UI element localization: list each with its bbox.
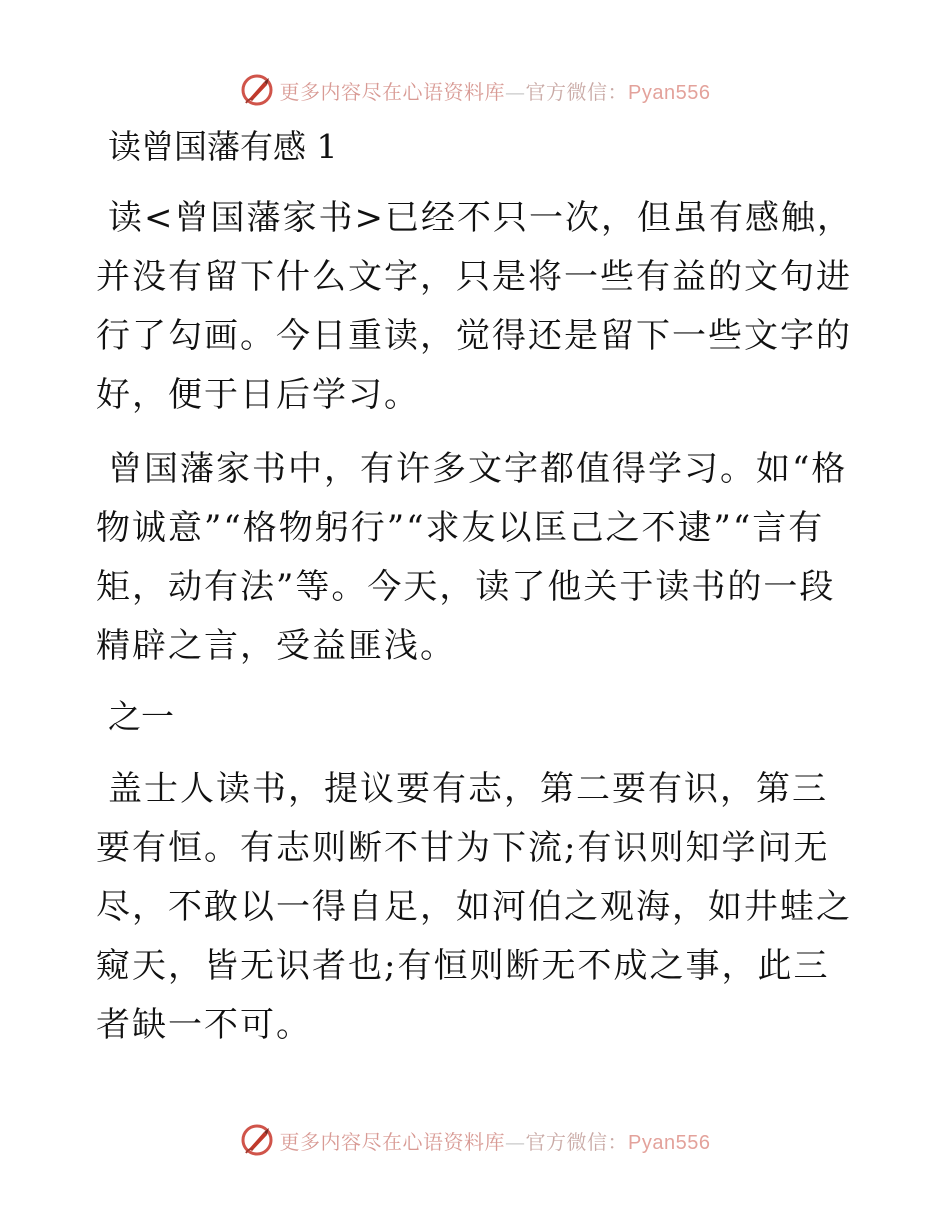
paragraph-intro: 读<曾国藩家书>已经不只一次，但虽有感触，并没有留下什么文字，只是将一些有益的文句进行了勾画。今日重读，觉得还是留下一些文字的好，便于日后学习。 (96, 198, 853, 415)
header-watermark-banner (0, 70, 950, 110)
document-title: 读曾国藩有感 1 (108, 127, 338, 166)
quill-pen-logo-icon (240, 73, 274, 107)
watermark-wechat-label: 官方微信： (525, 79, 629, 104)
quill-pen-logo-icon (240, 1123, 274, 1157)
footer-watermark-banner (0, 1120, 950, 1160)
watermark-wechat-id: Pyan556 (628, 81, 711, 104)
watermark-wechat-id: Pyan556 (628, 1131, 711, 1154)
section-heading: 之一 (108, 697, 174, 736)
watermark-site-name: 更多内容尽在心语资料库 (279, 1129, 506, 1154)
watermark-text (280, 1126, 711, 1155)
watermark-separator: — (505, 79, 526, 104)
watermark-separator: — (505, 1129, 526, 1154)
watermark-text (280, 76, 711, 105)
paragraph-section-one: 盖士人读书，提议要有志，第二要有识，第三要有恒。有志则断不甘为下流;有识则知学问无尽，不敢以一得自足，如河伯之观海，如井蛙之窥天，皆无识者也;有恒则断无不成之事，此三者缺一不可。 (96, 769, 852, 1045)
document-body (96, 118, 856, 1055)
paragraph-quotes: 曾国藩家书中，有许多文字都值得学习。如“格物诚意”“格物躬行”“求友以匡己之不逮”“言有矩，动有法”等。今天，读了他关于读书的一段精辟之言，受益匪浅。 (96, 449, 848, 666)
watermark-site-name: 更多内容尽在心语资料库 (279, 79, 506, 104)
watermark-wechat-label: 官方微信： (525, 1129, 629, 1154)
